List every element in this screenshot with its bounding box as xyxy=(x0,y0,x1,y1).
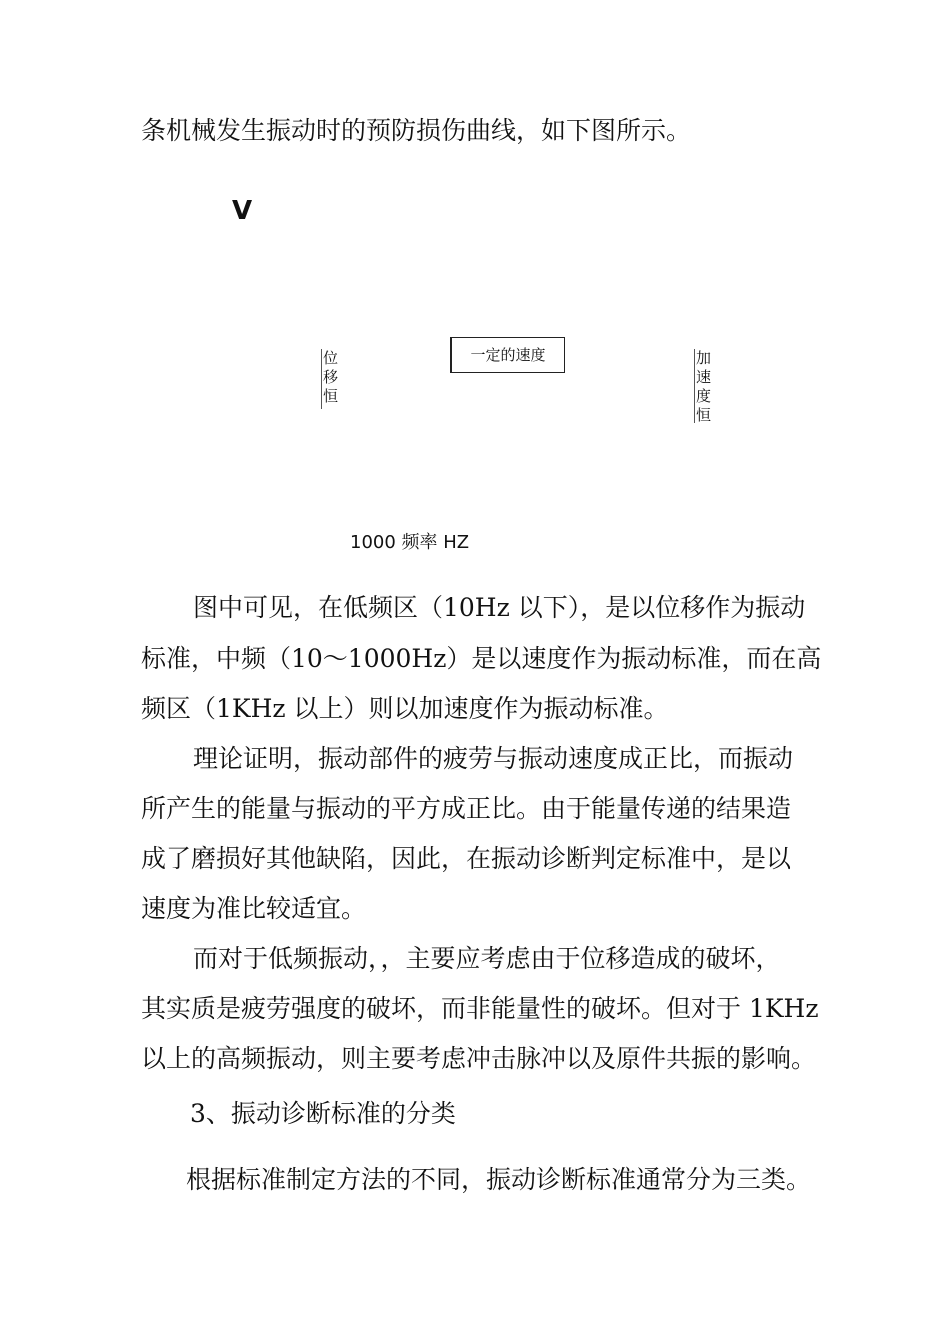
paragraph-3-line-1: 而对于低频振动，，主要应考虑由于位移造成的破坏， xyxy=(193,944,781,973)
paragraph-2-line-1: 理论证明，振动部件的疲劳与振动速度成正比，而振动 xyxy=(193,744,794,773)
paragraph-3-line-3: 以上的高频振动，则主要考虑冲击脉冲以及原件共振的影响。 xyxy=(141,1044,817,1073)
paragraph-3-line-2: 其实质是疲劳强度的破坏，而非能量性的破坏。但对于 1KHz xyxy=(141,994,819,1023)
intro-line: 条机械发生振动时的预防损伤曲线，如下图所示。 xyxy=(141,116,692,145)
section-heading: 3、振动诊断标准的分类 xyxy=(190,1099,456,1128)
paragraph-1-line-1: 图中可见，在低频区（10Hz 以下），是以位移作为振动 xyxy=(193,593,806,622)
paragraph-1-line-3: 频区（1KHz 以上）则以加速度作为振动标准。 xyxy=(141,694,669,723)
figure-right-label: 加速度恒 xyxy=(696,349,712,423)
paragraph-1-line-2: 标准，中频（10～1000Hz）是以速度作为振动标准，而在高 xyxy=(141,644,822,673)
figure-y-axis-symbol: V xyxy=(232,196,253,226)
figure-left-label: 位移恒 xyxy=(321,349,339,409)
figure-center-box: 一定的速度 xyxy=(450,337,565,373)
paragraph-2-line-2: 所产生的能量与振动的平方成正比。由于能量传递的结果造 xyxy=(141,794,792,823)
closing-line: 根据标准制定方法的不同，振动诊断标准通常分为三类。 xyxy=(186,1165,812,1194)
paragraph-2-line-3: 成了磨损好其他缺陷，因此，在振动诊断判定标准中，是以 xyxy=(141,844,792,873)
paragraph-2-line-4: 速度为准比较适宜。 xyxy=(141,894,367,923)
figure-x-axis-label: 1000 频率 HZ xyxy=(350,532,470,553)
